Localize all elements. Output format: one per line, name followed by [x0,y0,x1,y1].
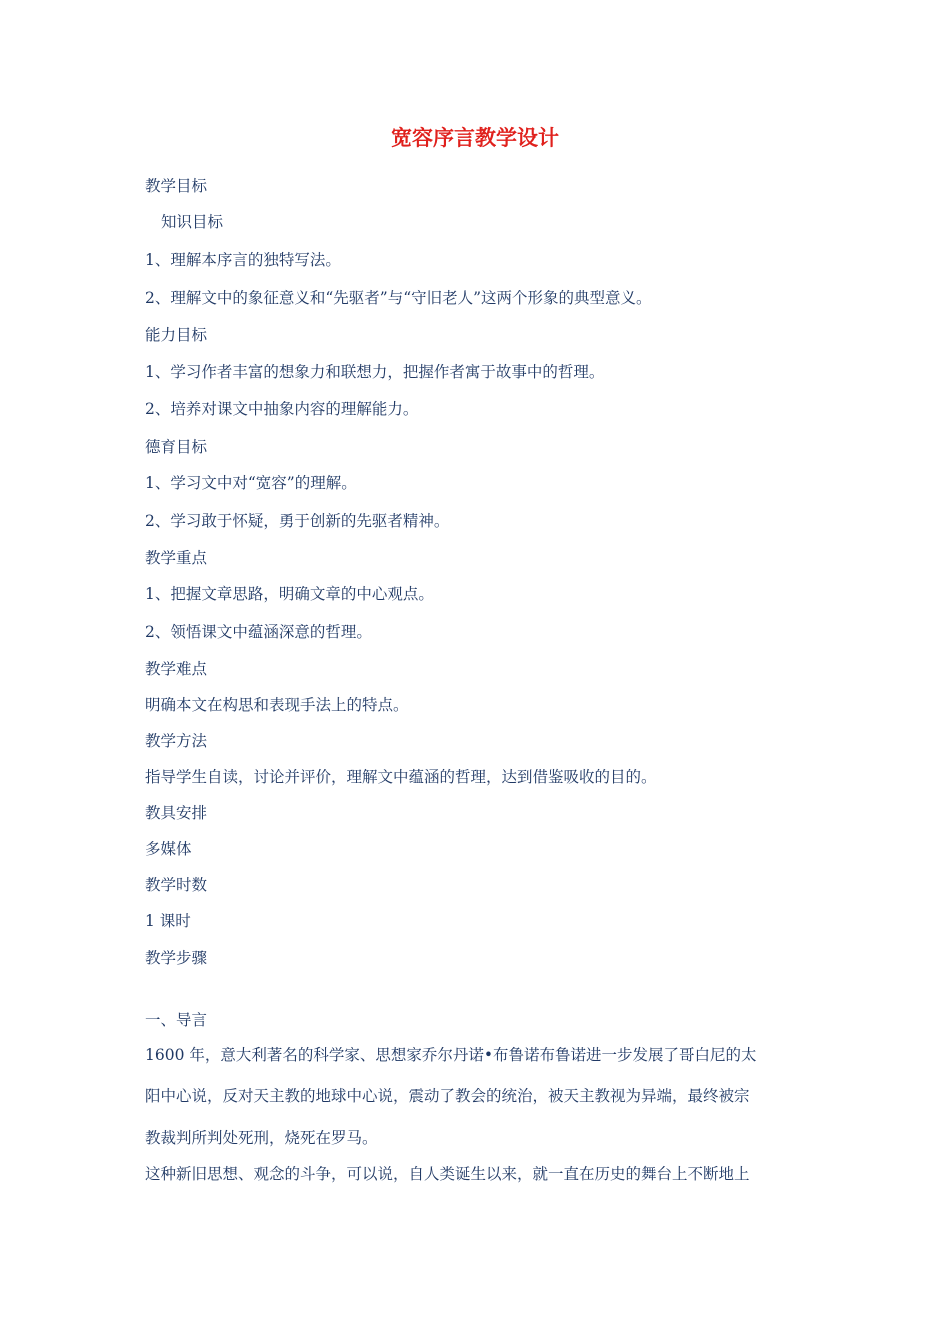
paragraph: 1、把握文章思路，明确文章的中心观点。 [145,585,434,603]
paragraph: 1 课时 [145,912,191,930]
heading-teaching-goals: 教学目标 [145,177,208,195]
heading-class-hours: 教学时数 [145,876,208,894]
paragraph: 1、学习作者丰富的想象力和联想力，把握作者寓于故事中的哲理。 [145,363,605,381]
paragraph: 2、学习敢于怀疑，勇于创新的先驱者精神。 [145,512,450,530]
paragraph: 这种新旧思想、观念的斗争，可以说，自人类诞生以来，就一直在历史的舞台上不断地上 [145,1165,750,1183]
paragraph: 阳中心说，反对天主教的地球中心说，震动了教会的统治，被天主教视为异端，最终被宗 [145,1087,750,1105]
heading-methods: 教学方法 [145,732,208,750]
paragraph: 2、理解文中的象征意义和“先驱者”与“守旧老人”这两个形象的典型意义。 [145,289,652,307]
paragraph: 多媒体 [145,840,192,858]
heading-ability-goals: 能力目标 [145,326,208,344]
heading-teaching-steps: 教学步骤 [145,949,208,967]
heading-key-points: 教学重点 [145,549,208,567]
heading-difficulties: 教学难点 [145,660,208,678]
paragraph: 2、培养对课文中抽象内容的理解能力。 [145,400,419,418]
page-title: 宽容序言教学设计 [391,125,559,150]
heading-knowledge-goals: 知识目标 [161,213,224,231]
heading-moral-goals: 德育目标 [145,438,208,456]
paragraph: 明确本文在构思和表现手法上的特点。 [145,696,409,714]
paragraph: 1、学习文中对“宽容”的理解。 [145,474,357,492]
paragraph: 1600 年，意大利著名的科学家、思想家乔尔丹诺•布鲁诺布鲁诺进一步发展了哥白尼的太 [145,1046,757,1064]
paragraph: 教裁判所判处死刑，烧死在罗马。 [145,1129,378,1147]
paragraph: 指导学生自读，讨论并评价，理解文中蕴涵的哲理，达到借鉴吸收的目的。 [145,768,657,786]
section-introduction: 一、导言 [145,1011,208,1029]
paragraph: 1、理解本序言的独特写法。 [145,251,341,269]
heading-teaching-aids: 教具安排 [145,804,208,822]
paragraph: 2、领悟课文中蕴涵深意的哲理。 [145,623,372,641]
